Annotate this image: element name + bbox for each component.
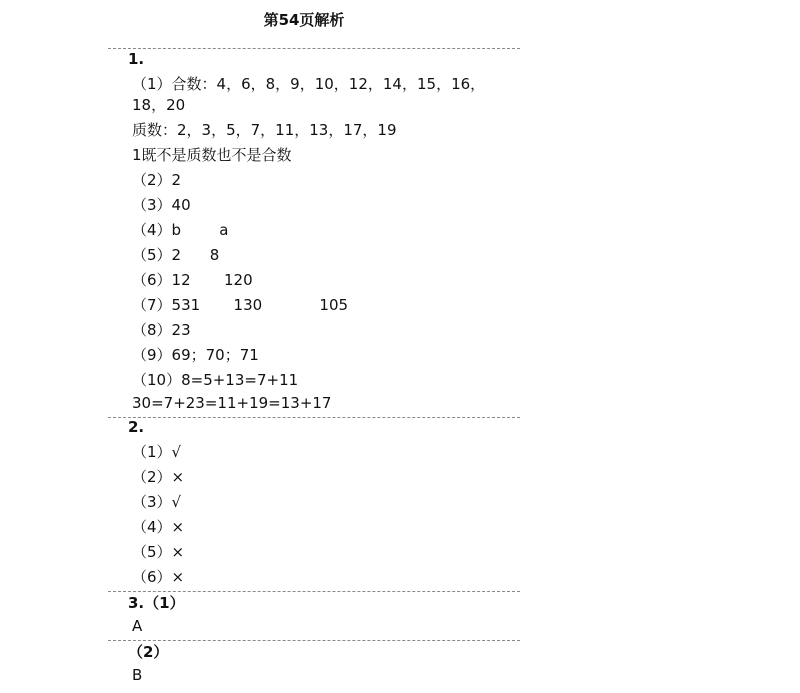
section-2-heading: 2. — [128, 418, 145, 436]
answer-line: （3）√ — [132, 493, 182, 511]
answer-line: （5）× — [132, 543, 185, 561]
answer-line: （1）√ — [132, 443, 182, 461]
answer-line: （6）× — [132, 568, 185, 586]
answer-line: （9）69；70；71 — [132, 346, 259, 364]
answer-line: （6）12 120 — [132, 271, 253, 289]
divider — [108, 48, 520, 49]
page-title: 第54页解析 — [263, 11, 345, 29]
answer-line: 1既不是质数也不是合数 — [132, 146, 292, 164]
divider — [108, 591, 520, 592]
answer-line: 30=7+23=11+19=13+17 — [132, 394, 332, 412]
section-3-heading: 3.（1） — [128, 594, 185, 612]
answer-line: 质数：2，3，5，7，11，13，17，19 — [132, 121, 397, 139]
answer-line: A — [132, 617, 143, 635]
answer-line: （3）40 — [132, 196, 191, 214]
divider — [108, 417, 520, 418]
answer-line: （7）531 130 105 — [132, 296, 349, 314]
answer-line: （2）2 — [132, 171, 182, 189]
answer-line: （4）b a — [132, 221, 229, 239]
divider — [108, 640, 520, 641]
answer-line: B — [132, 666, 143, 684]
answer-line: （8）23 — [132, 321, 191, 339]
answer-line: 18，20 — [132, 96, 186, 114]
answer-line: （10）8=5+13=7+11 — [132, 371, 299, 389]
answer-line: （4）× — [132, 518, 185, 536]
answer-line: （5）2 8 — [132, 246, 220, 264]
section-1-heading: 1. — [128, 50, 145, 68]
answer-line: （1）合数：4，6，8，9，10，12，14，15，16， — [132, 75, 486, 93]
section-4-heading: （2） — [128, 643, 169, 661]
answer-line: （2）× — [132, 468, 185, 486]
